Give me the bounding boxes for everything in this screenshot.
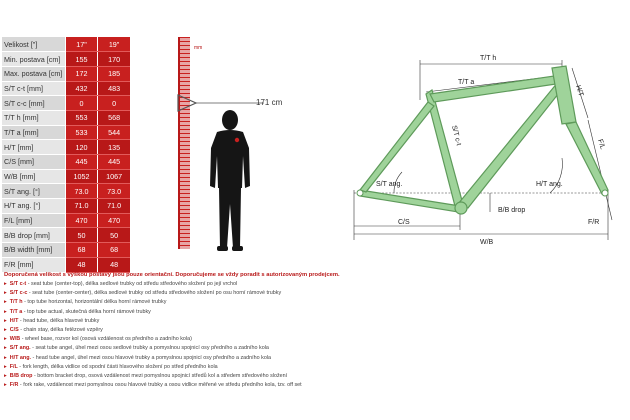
down-tube [458,82,566,208]
notes-intro: Doporučená velikost s výškou postavy jsou pouze orientační. Doporučujeme se vždy poradit s autorizovaným prodejcem. [4,272,340,278]
rider-silhouette-icon [195,108,265,258]
bullet-icon: ▸ [4,382,7,389]
note-abbr: H/T ang. [9,354,31,361]
cs-label: C/S [398,219,410,226]
note-text: - top tube actual, skutečná délka horní rámové trubky [22,308,151,315]
table-cell-value: 73.0 [98,184,130,199]
bullet-icon: ▸ [4,290,7,297]
note-text: - head tube, délka hlavové trubky [18,317,100,324]
note-abbr: H/T [9,317,19,324]
note-abbr: F/L [9,363,18,370]
geometry-notes [4,270,626,390]
bike-frame [360,66,608,212]
table-cell-value: 553 [65,110,97,125]
table-row-label: W/B [mm] [2,169,65,184]
table-row-label: S/T c-c [mm] [2,96,65,111]
table-row [2,228,130,243]
table-cell-value: 0 [98,96,130,111]
table-cell-value: 445 [98,155,130,170]
table-header-size: 19" [98,37,130,52]
table-row [2,199,130,214]
tt-h-label: T/T h [480,55,497,62]
note-abbr: S/T c-t [9,281,27,287]
bullet-icon: ▸ [4,308,7,315]
rider-height-label: 171 cm [256,98,283,107]
table-row-label: B/B drop [mm] [2,228,65,243]
table-row [2,96,130,111]
note-abbr: S/T c-c [9,290,28,297]
note-item [4,326,626,335]
bb-drop-label: B/B drop [498,207,526,214]
note-text: - chain stay, délka řetězové vzpěry [18,326,103,333]
height-ruler [178,37,190,249]
table-cell-value: 544 [98,125,130,140]
note-text: - top tube horizontal, horizontální délka horní rámové trubky [22,299,167,306]
st-angle-label: S/T ang. [376,181,403,188]
table-cell-value: 470 [98,213,130,228]
ht-label: H/T [574,84,585,98]
bullet-icon: ▸ [4,326,7,333]
table-row [2,110,130,125]
note-text: - seat tube (center-top), délka sedlové trubky od středu středového složení po její vrchol [26,281,238,287]
note-item [4,354,626,363]
table-row-label: Min. postava [cm] [2,52,65,67]
table-cell-value: 445 [65,155,97,170]
jersey-logo-icon [235,138,239,142]
note-text: - fork rake, vzdálenost mezi pomyslnou osou hlavové trubky a osou vidlice měřené ve středu předního kola, tzv. off set [18,382,302,389]
table-row [2,184,130,199]
table-cell-value: 1052 [65,169,97,184]
table-cell-value: 533 [65,125,97,140]
table-row [2,52,130,67]
note-abbr: T/T h [9,299,23,306]
table-row-label: H/T [mm] [2,140,65,155]
table-cell-value: 470 [65,213,97,228]
table-cell-value: 48 [65,257,97,272]
table-row [2,140,130,155]
note-item [4,289,626,298]
note-text: - seat tube angel, úhel mezi osou sedlové trubky a pomyslnou spojnicí osy předního a zadního kola [30,345,269,352]
table-cell-value: 568 [98,110,130,125]
table-row [2,155,130,170]
fork [566,122,608,194]
table-row [2,243,130,258]
table-cell-value: 68 [65,243,97,258]
bullet-icon: ▸ [4,372,7,379]
table-row [2,213,130,228]
ht-angle-label: H/T ang. [536,181,563,188]
note-abbr: F/R [9,382,19,389]
table-cell-value: 73.0 [65,184,97,199]
note-abbr: T/T a [9,308,23,315]
note-item [4,298,626,307]
table-row-label: Velikost ["] [2,37,65,52]
note-item [4,344,626,353]
table-row [2,125,130,140]
bullet-icon: ▸ [4,345,7,352]
note-text: - seat tube (center-center), délka sedlové trubky od středu středového složení po osu horní rámové trubky [27,290,282,297]
table-row-label: T/T h [mm] [2,110,65,125]
table-cell-value: 120 [65,140,97,155]
table-row-label: F/L [mm] [2,213,65,228]
tt-a-label: T/T a [458,79,475,86]
table-cell-value: 71.0 [65,199,97,214]
bullet-icon: ▸ [4,363,7,370]
bullet-icon: ▸ [4,317,7,324]
ruler-unit-label: mm [194,45,203,51]
table-cell-value: 172 [65,66,97,81]
note-item [4,308,626,317]
table-cell-value: 170 [98,52,130,67]
table-cell-value: 135 [98,140,130,155]
bullet-icon: ▸ [4,299,7,306]
table-cell-value: 71.0 [98,199,130,214]
bullet-icon: ▸ [4,281,7,287]
bottom-bracket [455,202,467,214]
note-text: - bottom bracket drop, osová vzdálenost mezi pomyslnou spojnicí středů kol a středem středového složení [32,372,288,379]
wb-label: W/B [480,239,494,246]
note-item [4,381,626,390]
table-row [2,66,130,81]
table-cell-value: 185 [98,66,130,81]
table-row-label: Max. postava [cm] [2,66,65,81]
note-item [4,335,626,344]
table-row-label: C/S [mm] [2,155,65,170]
table-row-label: H/T ang. [°] [2,199,65,214]
table-header-row [2,37,130,52]
table-cell-value: 483 [98,81,130,96]
table-header-size: 17" [65,37,97,52]
note-text: - fork length, délka vidlice od spodní části hlavového složení po střed předního kola [17,363,218,370]
table-row [2,81,130,96]
table-cell-value: 68 [98,243,130,258]
bullet-icon: ▸ [4,354,7,361]
st-ct-label: S/T c-t [450,124,462,147]
table-row-label: S/T ang. [°] [2,184,65,199]
rear-axle [357,190,363,196]
fl-label: F/L [596,138,606,151]
table-cell-value: 50 [98,228,130,243]
table-row-label: F/R [mm] [2,257,65,272]
bullet-icon: ▸ [4,336,7,343]
note-item [4,280,626,289]
table-cell-value: 1067 [98,169,130,184]
table-row-label: S/T c-t [mm] [2,81,65,96]
table-row-label: B/B width [mm] [2,243,65,258]
note-text: - wheel base, rozvor kol (osová vzdálenost os předního a zadního kola) [20,336,192,343]
table-cell-value: 48 [98,257,130,272]
frame-geometry-diagram [340,40,622,248]
table-row [2,169,130,184]
geometry-size-table [2,37,130,273]
height-pointer-icon [178,95,196,111]
table-cell-value: 0 [65,96,97,111]
note-item [4,317,626,326]
table-row-label: T/T a [mm] [2,125,65,140]
note-abbr: W/B [9,336,21,343]
note-item [4,363,626,372]
note-item [4,372,626,381]
note-abbr: B/B drop [9,372,33,379]
notes-list [4,280,626,390]
table-cell-value: 155 [65,52,97,67]
front-axle [602,190,608,196]
note-text: - head tube angel, úhel mezi osou hlavové trubky a pomyslnou spojnicí osy předního a zadního kola [30,354,272,361]
table-cell-value: 432 [65,81,97,96]
note-abbr: C/S [9,326,19,333]
note-abbr: S/T ang. [9,345,31,352]
fr-label: F/R [588,219,600,226]
table-cell-value: 50 [65,228,97,243]
